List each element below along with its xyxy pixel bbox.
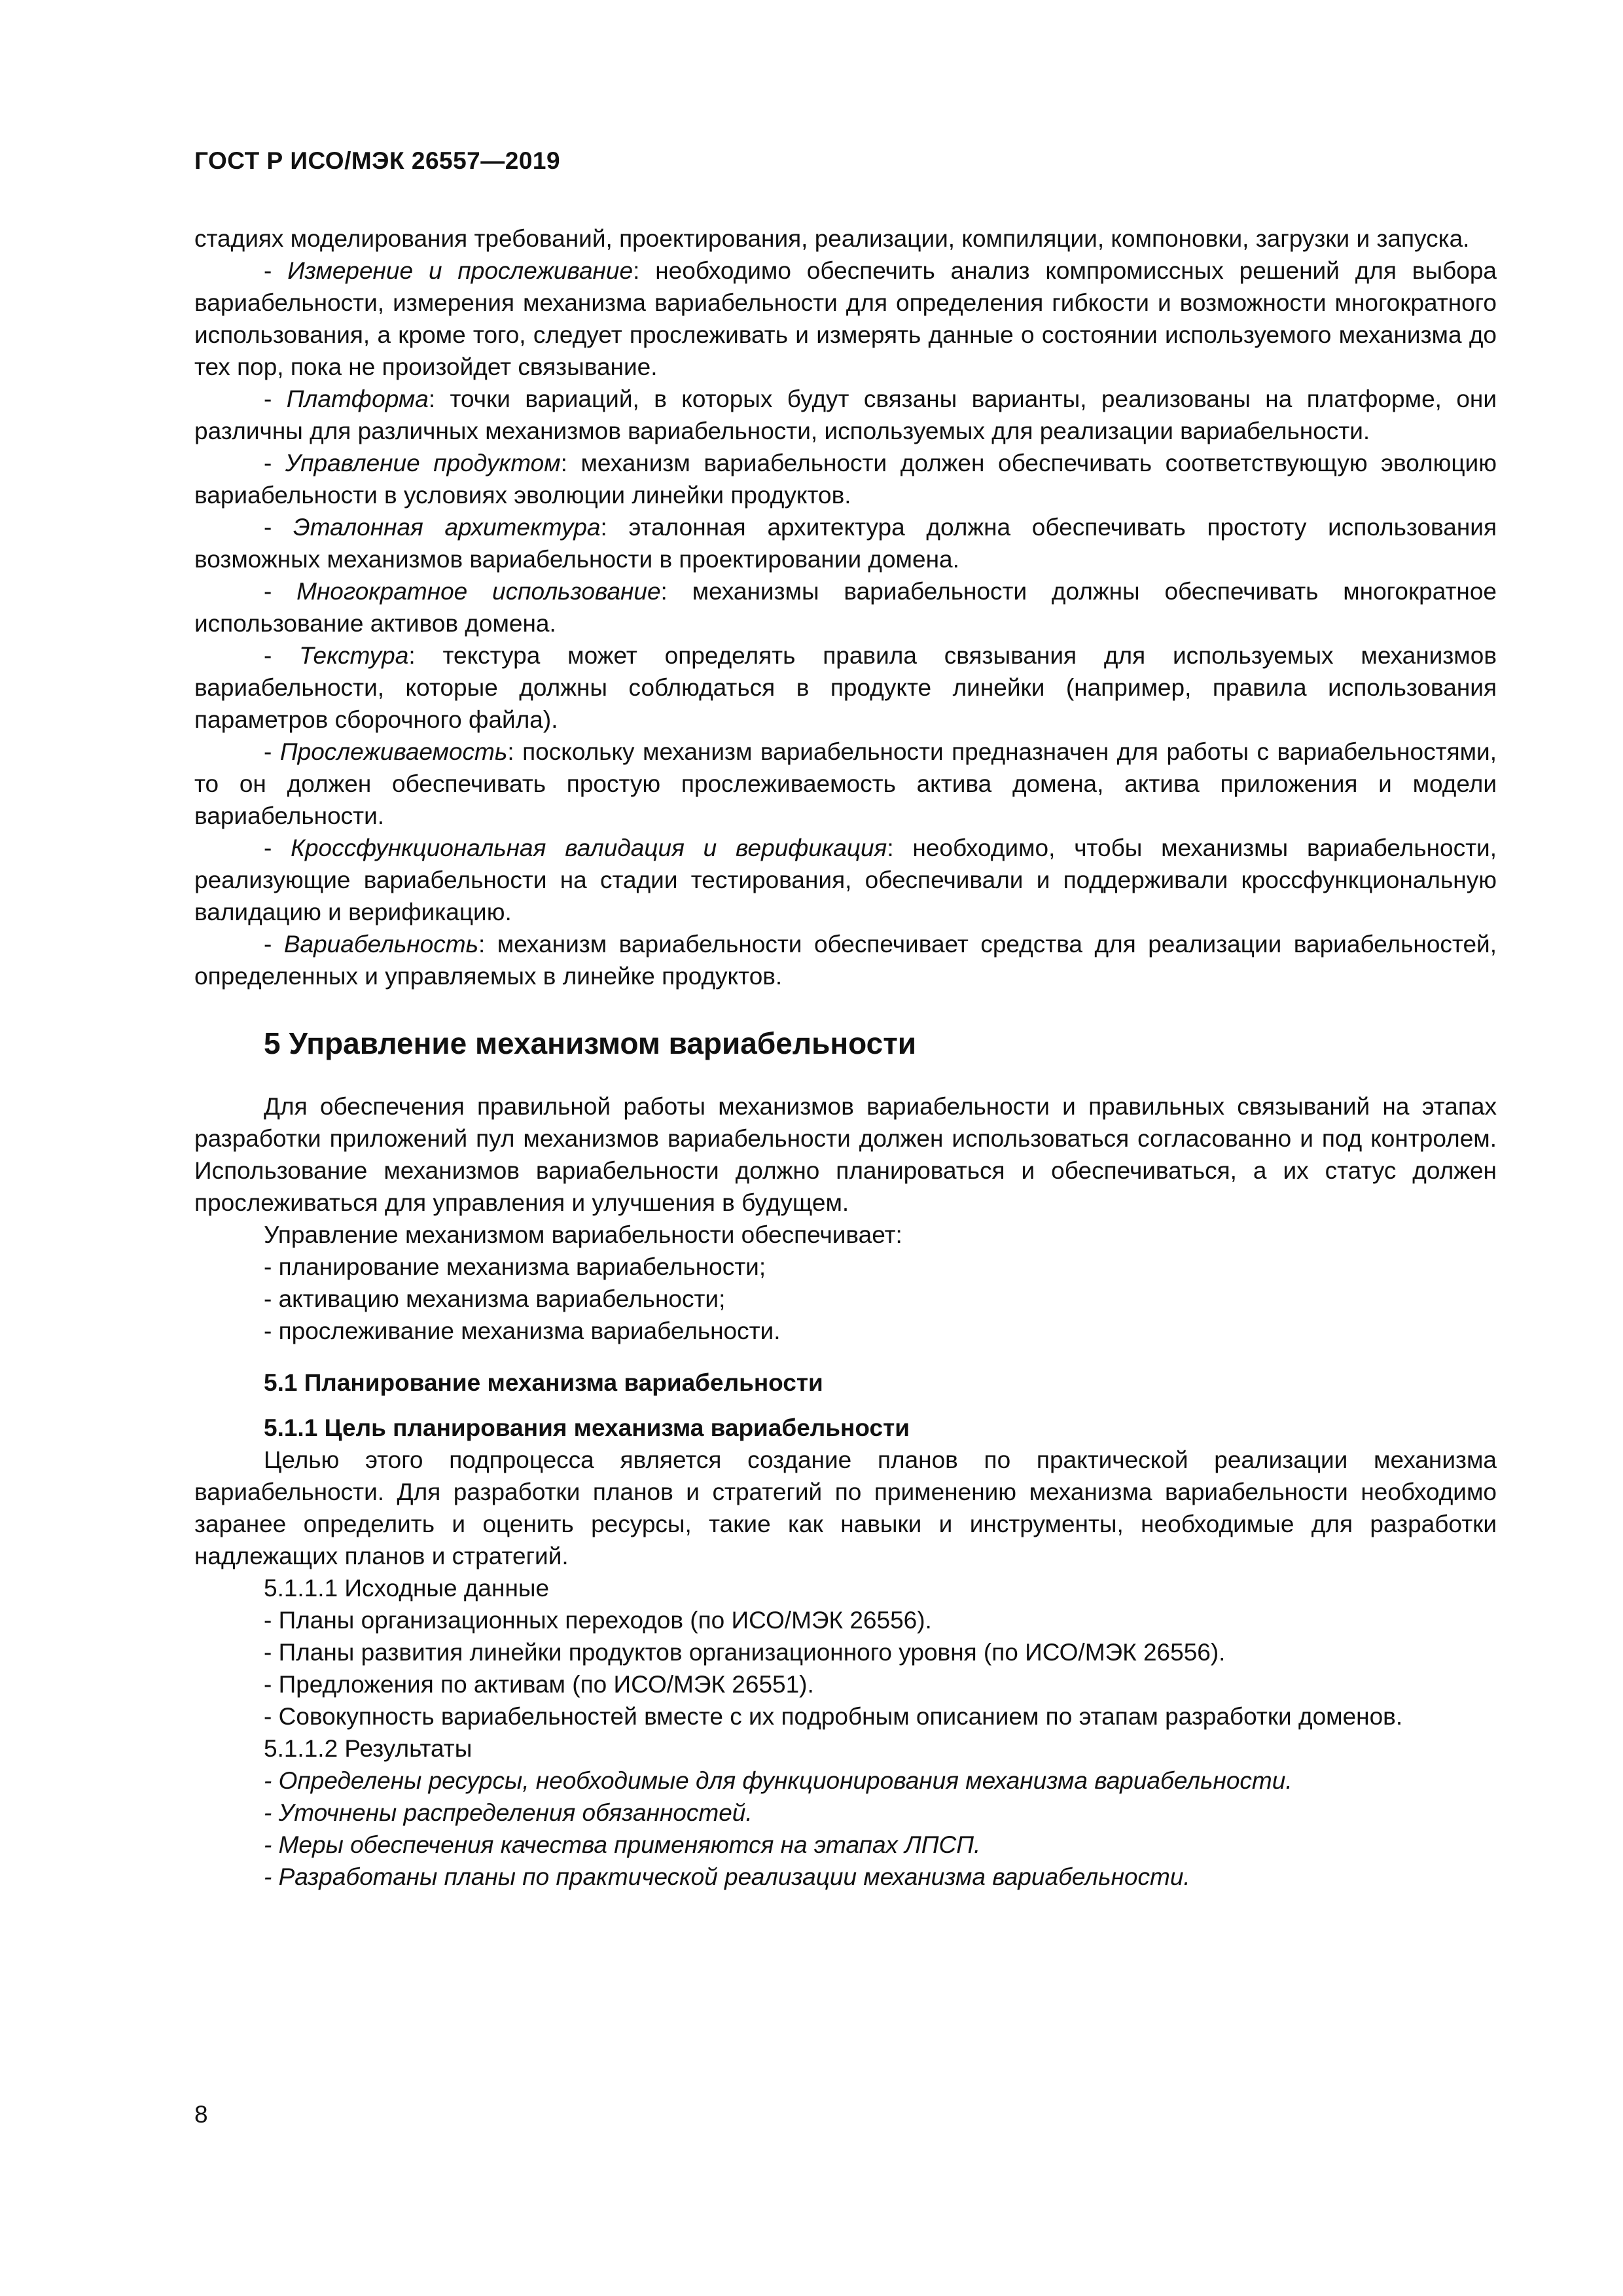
section-5-1-1-title: 5.1.1 Цель планирования механизма вариабельности	[264, 1414, 910, 1441]
intro-continuation: стадиях моделирования требований, проектирования, реализации, компиляции, компоновки, загрузки и запуска.	[194, 225, 1470, 252]
document-body	[194, 223, 1497, 1893]
section-5-1-title: 5.1 Планирование механизма вариабельности	[264, 1369, 823, 1396]
criteria-item: - Текстура: текстура может определять правила связывания для используемых механизмов вариабельности, которые должны соблюдаться в продукте линейки (например, правила использования параметров сборочного файла).	[194, 642, 1497, 733]
criteria-text: : механизм вариабельности должен обеспечивать соответствующую эволюцию вариабельности в условиях эволюции линейки продуктов.	[194, 450, 1497, 509]
list-item: - Планы организационных переходов (по ИСО/МЭК 26556).	[264, 1607, 932, 1634]
criteria-term: Прослеживаемость	[279, 738, 508, 765]
criteria-term: Многократное использование	[296, 578, 661, 605]
criteria-text: : механизм вариабельности обеспечивает средства для реализации вариабельностей, определенных и управляемых в линейке продуктов.	[194, 931, 1497, 990]
list-item: - прослеживание механизма вариабельности.	[264, 1318, 781, 1344]
criteria-term: Текстура	[299, 642, 409, 669]
criteria-term: Вариабельность	[283, 931, 479, 958]
outputs-title: 5.1.1.2 Результаты	[264, 1735, 473, 1762]
criteria-text: : точки вариаций, в которых будут связаны варианты, реализованы на платформе, они различны для различных механизмов вариабельности, используемых для реализации вариабельности.	[194, 386, 1497, 444]
criteria-text: : необходимо, чтобы механизмы вариабельности, реализующие вариабельности на стадии тестирования, обеспечивали и поддерживали кроссфункциональную валидацию и верификацию.	[194, 834, 1497, 925]
document-header: ГОСТ Р ИСО/МЭК 26557—2019	[194, 147, 561, 174]
criteria-item: - Эталонная архитектура: эталонная архитектура должна обеспечивать простоту использования возможных механизмов вариабельности в проектировании домена.	[194, 514, 1497, 573]
criteria-item: - Платформа: точки вариаций, в которых будут связаны варианты, реализованы на платформе, они различны для различных механизмов вариабельности, используемых для реализации вариабельности.	[194, 386, 1497, 444]
criteria-item: - Кроссфункциональная валидация и верификация: необходимо, чтобы механизмы вариабельности, реализующие вариабельности на стадии тестирования, обеспечивали и поддерживали кроссфункциональную валидацию и верификацию.	[194, 834, 1497, 925]
section-5-title: 5 Управление механизмом вариабельности	[264, 1026, 917, 1060]
criteria-term: Эталонная архитектура	[293, 514, 601, 541]
list-item: - планирование механизма вариабельности;	[264, 1253, 766, 1280]
criteria-item: - Многократное использование: механизмы вариабельности должны обеспечивать многократное использование активов домена.	[194, 578, 1497, 637]
inputs-title: 5.1.1.1 Исходные данные	[264, 1575, 550, 1602]
criteria-text: : текстура может определять правила связывания для используемых механизмов вариабельности, которые должны соблюдаться в продукте линейки (например, правила использования параметров сборочного файла).	[194, 642, 1497, 733]
criteria-item: - Прослеживаемость: поскольку механизм вариабельности предназначен для работы с вариабельностями, то он должен обеспечивать простую прослеживаемость актива домена, актива приложения и модели вариабельности.	[194, 738, 1497, 829]
list-item: - Меры обеспечения качества применяются на этапах ЛПСП.	[264, 1831, 981, 1858]
criteria-text: : эталонная архитектура должна обеспечивать простоту использования возможных механизмов вариабельности в проектировании домена.	[194, 514, 1497, 573]
criteria-text: : механизмы вариабельности должны обеспечивать многократное использование активов домена.	[194, 578, 1497, 637]
section-5-paragraph: Для обеспечения правильной работы механизмов вариабельности и правильных связываний на этапах разработки приложений пул механизмов вариабельности должен использоваться согласованно и под контролем. Использование механизмов вариабельности должно планироваться и обеспечиваться, а их статус должен прослеживаться для управления и улучшения в будущем.	[194, 1093, 1497, 1216]
list-item: - активацию механизма вариабельности;	[264, 1285, 726, 1312]
section-5-1-1-paragraph: Целью этого подпроцесса является создание планов по практической реализации механизма вариабельности. Для разработки планов и стратегий по применению механизма вариабельности необходимо заранее определить и оценить ресурсы, такие как навыки и инструменты, необходимые для разработки надлежащих планов и стратегий.	[194, 1446, 1497, 1570]
criteria-term: Измерение и прослеживание	[287, 257, 633, 284]
criteria-term: Управление продуктом	[285, 450, 561, 476]
criteria-term: Платформа	[286, 386, 429, 412]
criteria-item: - Измерение и прослеживание: необходимо обеспечить анализ компромиссных решений для выбора вариабельности, измерения механизма вариабельности для определения гибкости и возможности многократного использования, а кроме того, следует прослеживать и измерять данные о состоянии используемого механизма до тех пор, пока не произойдет связывание.	[194, 257, 1497, 380]
section-5-intro-line: Управление механизмом вариабельности обеспечивает:	[264, 1221, 902, 1248]
criteria-text: : необходимо обеспечить анализ компромиссных решений для выбора вариабельности, измерения механизма вариабельности для определения гибкости и возможности многократного использования, а кроме того, следует прослеживать и измерять данные о состоянии используемого механизма до тех пор, пока не произойдет связывание.	[194, 257, 1497, 380]
criteria-term: Кроссфункциональная валидация и верификация	[291, 834, 887, 861]
list-item: - Планы развития линейки продуктов организационного уровня (по ИСО/МЭК 26556).	[264, 1639, 1226, 1666]
criteria-item: - Управление продуктом: механизм вариабельности должен обеспечивать соответствующую эволюцию вариабельности в условиях эволюции линейки продуктов.	[194, 450, 1497, 509]
criteria-list	[194, 255, 1497, 992]
list-item: - Уточнены распределения обязанностей.	[264, 1799, 753, 1826]
list-item: - Разработаны планы по практической реализации механизма вариабельности.	[264, 1863, 1190, 1890]
criteria-item: - Вариабельность: механизм вариабельности обеспечивает средства для реализации вариабельностей, определенных и управляемых в линейке продуктов.	[194, 931, 1497, 990]
criteria-text: : поскольку механизм вариабельности предназначен для работы с вариабельностями, то он должен обеспечивать простую прослеживаемость актива домена, актива приложения и модели вариабельности.	[194, 738, 1497, 829]
page-number: 8	[194, 2101, 208, 2128]
list-item: - Предложения по активам (по ИСО/МЭК 26551).	[264, 1671, 814, 1698]
list-item: - Совокупность вариабельностей вместе с их подробным описанием по этапам разработки доменов.	[264, 1703, 1403, 1730]
list-item: - Определены ресурсы, необходимые для функционирования механизма вариабельности.	[264, 1767, 1293, 1794]
